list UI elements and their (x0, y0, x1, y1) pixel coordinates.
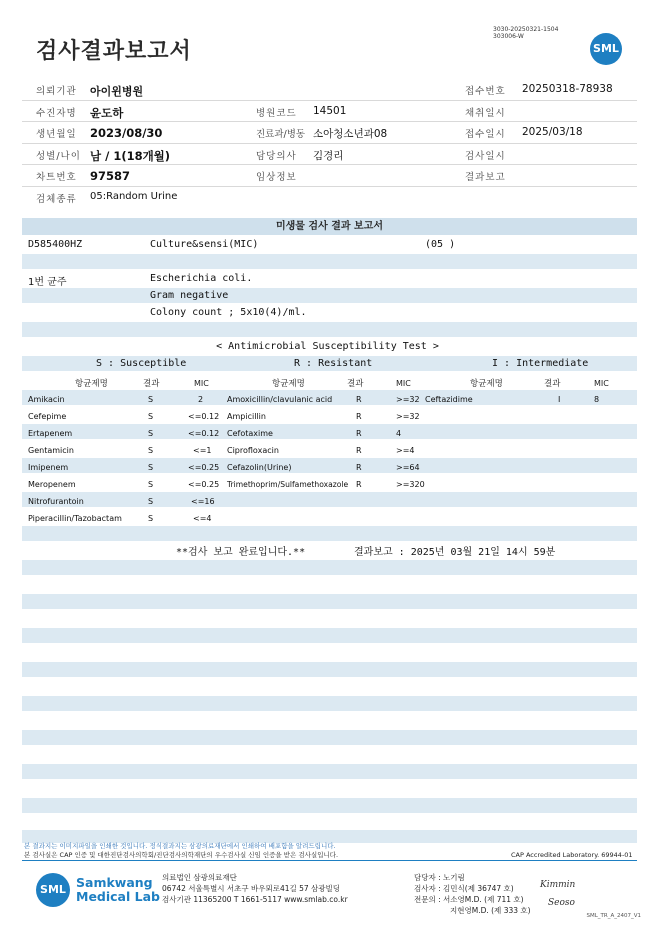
value-chart-no: 97587 (90, 169, 131, 183)
form-code: SML_TR_A_2407_V1 (586, 913, 641, 919)
footer-divider (22, 860, 637, 861)
col-result: 결과 (347, 379, 364, 389)
legend-susceptible: S : Susceptible (96, 358, 187, 369)
drug-mic: 4 (396, 429, 402, 438)
lab-address: 의료법인 삼광의료재단 06742 서울특별시 서초구 바우뫼로41길 57 삼광빌딩 검사기관 11365200 T 1661-5117 www.smlab.co.kr (162, 873, 348, 904)
label-physician: 담당의사 (256, 150, 297, 162)
gram-stain: Gram negative (150, 290, 229, 301)
drug-result: S (148, 429, 154, 438)
info-row (22, 187, 637, 208)
drug-mic: 8 (594, 395, 600, 404)
value-physician: 김경리 (313, 149, 344, 162)
label-specimen: 검체종류 (36, 193, 77, 205)
col-mic: MIC (396, 379, 411, 388)
document-number: 3030-20250321-1504 303006-W (493, 26, 559, 40)
test-name: Culture&sensi(MIC) (150, 239, 259, 250)
drug-name: Trimethoprim/Sulfamethoxazole (227, 480, 349, 489)
label-birth-date: 생년월일 (36, 129, 77, 140)
drug-name: Amoxicillin/clavulanic acid (227, 395, 333, 404)
value-department: 소아청소년과08 (313, 128, 388, 140)
col-result: 결과 (143, 379, 160, 389)
value-hospital-code: 14501 (313, 104, 347, 117)
label-test-date: 검사일시 (465, 150, 506, 162)
drug-mic: 2 (198, 395, 204, 404)
drug-name: Piperacillin/Tazobactam (28, 514, 122, 523)
value-specimen: 05:Random Urine (90, 190, 178, 202)
signature-examiner: Kimmin (540, 880, 576, 890)
drug-result: R (356, 480, 362, 489)
info-row (22, 122, 637, 144)
drug-mic: >=32 (396, 395, 420, 404)
organism-label: 1번 균주 (28, 277, 67, 288)
drug-mic: <=0.12 (188, 429, 220, 438)
drug-mic: <=16 (191, 497, 215, 506)
drug-name: Ciprofloxacin (227, 446, 279, 455)
drug-mic: <=1 (193, 446, 212, 455)
signatories: 담당자 : 노기림 검사자 : 김민식(제 36747 호) 전문의 : 서소영M.D. (제 711 호) 지현영M.D. (제 333 호) (414, 873, 531, 915)
footer-certification: 본 검사실은 CAP 인증 및 대한진단검사의학회/진단검사의학재단의 우수검사실 신임 인증을 받은 검사실입니다. (24, 851, 339, 859)
drug-result: S (148, 480, 154, 489)
label-patient-name: 수진자명 (36, 107, 77, 119)
drug-mic: <=0.25 (188, 463, 220, 472)
drug-mic: <=4 (193, 514, 212, 523)
test-count: (05 ) (425, 239, 456, 250)
value-birth-date: 2023/08/30 (90, 126, 163, 140)
drug-result: R (356, 429, 362, 438)
drug-mic: >=32 (396, 412, 420, 421)
label-receipt-date: 접수일시 (465, 129, 506, 140)
patient-info (22, 79, 637, 207)
drug-result: R (356, 395, 362, 404)
drug-result: S (148, 497, 154, 506)
drug-result: S (148, 446, 154, 455)
drug-name: Nitrofurantoin (28, 497, 84, 506)
signature-specialist: Seoso (548, 898, 575, 908)
brand-name: Samkwang Medical Lab (76, 875, 160, 904)
drug-name: Ampicillin (227, 412, 266, 421)
test-code: D585400HZ (28, 239, 83, 250)
samkwang-logo: SML (36, 873, 70, 907)
info-row (22, 101, 637, 123)
organism-name: Escherichia coli. (150, 273, 253, 284)
drug-result: R (356, 412, 362, 421)
drug-mic: <=0.25 (188, 480, 220, 489)
legend-intermediate: I : Intermediate (492, 358, 589, 369)
col-mic: MIC (194, 379, 209, 388)
col-result: 결과 (544, 379, 561, 389)
sml-logo: SML (590, 33, 622, 65)
page-title: 검사결과보고서 (36, 39, 192, 64)
label-department: 진료과/병동 (256, 129, 306, 140)
info-row (22, 165, 637, 187)
value-requester: 아이윈병원 (90, 85, 144, 98)
legend-resistant: R : Resistant (294, 358, 373, 369)
label-sex-age: 성별/나이 (36, 150, 81, 162)
drug-name: Cefazolin(Urine) (227, 463, 292, 472)
label-collection-date: 채취일시 (465, 107, 506, 119)
report-complete: **검사 보고 완료입니다.** (176, 547, 306, 558)
colony-count: Colony count ; 5x10(4)/ml. (150, 307, 307, 318)
drug-name: Ertapenem (28, 429, 73, 438)
value-receipt-date: 2025/03/18 (522, 126, 583, 138)
drug-name: Cefotaxime (227, 429, 273, 438)
drug-result: R (356, 446, 362, 455)
label-receipt-no: 접수번호 (465, 86, 506, 97)
col-mic: MIC (594, 379, 609, 388)
col-drug: 항균제명 (470, 379, 503, 389)
drug-name: Meropenem (28, 480, 76, 489)
report-timestamp: 결과보고 : 2025년 03월 21일 14시 59분 (354, 547, 556, 558)
value-patient-name: 윤도하 (90, 105, 124, 120)
info-row (22, 144, 637, 166)
ast-title: < Antimicrobial Susceptibility Test > (216, 341, 439, 352)
drug-name: Gentamicin (28, 446, 74, 455)
value-sex-age: 남 / 1(18개월) (90, 148, 171, 163)
drug-mic: <=0.12 (188, 412, 220, 421)
drug-result: S (148, 412, 154, 421)
label-result-report: 결과보고 (465, 172, 506, 183)
label-requester: 의뢰기관 (36, 86, 77, 97)
drug-result: S (148, 463, 154, 472)
label-chart-no: 차트번호 (36, 172, 77, 183)
drug-name: Ceftazidime (425, 395, 473, 404)
drug-name: Amikacin (28, 395, 65, 404)
drug-mic: >=320 (396, 480, 425, 489)
drug-mic: >=4 (396, 446, 415, 455)
drug-name: Imipenem (28, 463, 69, 472)
drug-result: R (356, 463, 362, 472)
footer-notice: 본 결과지는 이미지파일을 인쇄한 것입니다. 정식결과지는 삼광의료재단에서 인쇄하여 배포함을 알려드립니다. (24, 842, 336, 850)
drug-result: S (148, 395, 154, 404)
section-title: 미생물 검사 결과 보고서 (22, 218, 637, 235)
col-drug: 항균제명 (75, 379, 108, 389)
col-drug: 항균제명 (272, 379, 305, 389)
drug-mic: >=64 (396, 463, 420, 472)
value-receipt-no: 20250318-78938 (522, 83, 613, 95)
cap-accreditation: CAP Accredited Laboratory. 69944-01 (511, 851, 633, 859)
drug-result: I (558, 395, 561, 404)
info-row (22, 79, 637, 101)
drug-result: S (148, 514, 154, 523)
label-clinical-info: 임상정보 (256, 172, 297, 183)
label-hospital-code: 병원코드 (256, 107, 297, 119)
drug-name: Cefepime (28, 412, 67, 421)
